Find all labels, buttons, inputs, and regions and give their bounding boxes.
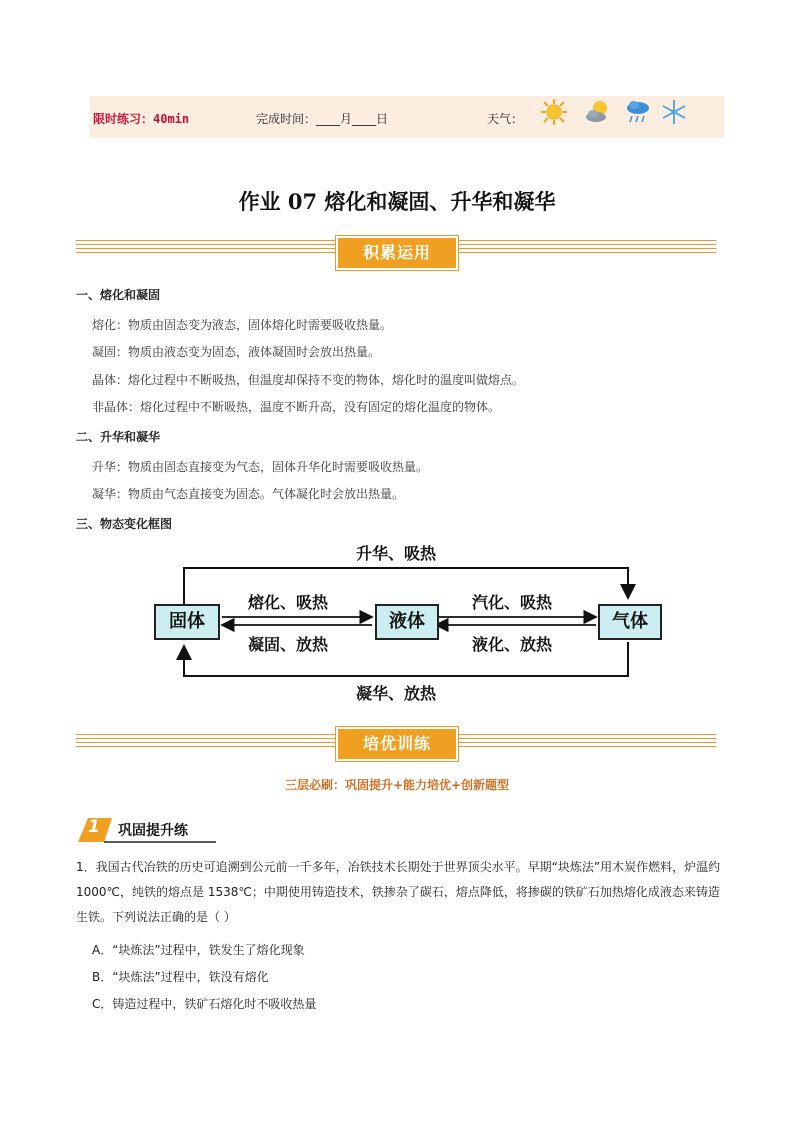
- question-1-option-b[interactable]: B．“块炼法”过程中，铁没有熔化: [92, 970, 269, 984]
- page-title: 作业 07 熔化和凝固、升华和凝华: [238, 189, 556, 214]
- section-heading-melting: 一、熔化和凝固: [76, 288, 161, 302]
- label-deposition: 凝华、放热: [356, 684, 437, 703]
- rain-icon: [624, 98, 652, 126]
- state-solid: 固体: [154, 604, 220, 640]
- practice-subtitle: 三层必刷：巩固提升+能力培优+创新题型: [284, 778, 510, 792]
- banner-advanced-training: 培优训练: [336, 727, 458, 761]
- question-1-option-a[interactable]: A．“块炼法”过程中，铁发生了熔化现象: [92, 943, 305, 957]
- definition-deposition: 凝华：物质由气态直接变为固态。气体凝化时会放出热量。: [92, 487, 405, 501]
- definition-freezing: 凝固：物质由液态变为固态，液体凝固时会放出热量。: [92, 345, 381, 359]
- question-1-option-c[interactable]: C．铸造过程中，铁矿石熔化时不吸收热量: [92, 997, 317, 1011]
- label-liquefy: 液化、放热: [472, 635, 553, 654]
- label-sublimation: 升华、吸热: [356, 544, 437, 563]
- state-liquid: 液体: [375, 604, 439, 640]
- definition-melting: 熔化：物质由固态变为液态，固体熔化时需要吸收热量。: [92, 318, 393, 332]
- completion-time: 完成时间：____月____日: [256, 112, 389, 126]
- definition-amorphous: 非晶体：熔化过程中不断吸热，温度不断升高，没有固定的熔化温度的物体。: [92, 400, 501, 414]
- label-freeze: 凝固、放热: [248, 635, 329, 654]
- definition-sublimation: 升华：物质由固态直接变为气态，固体升华化时需要吸收热量。: [92, 460, 429, 474]
- section-heading-diagram: 三、物态变化框图: [76, 517, 173, 531]
- question-1-stem: 1．我国古代冶铁的历史可追溯到公元前一千多年，冶铁技术长期处于世界顶尖水平。早期“块炼法”用木炭作燃料，炉温约 1000℃，纯铁的熔点是 1538℃；中期使用铸造技术，铁掺杂了碳石，熔点降低，将掺碳的铁矿石加热熔化成液态来铸造生铁。下列说法正确的是（ ）: [76, 860, 721, 924]
- label-melt: 熔化、吸热: [248, 593, 329, 612]
- definition-crystal: 晶体：熔化过程中不断吸热，但温度却保持不变的物体，熔化时的温度叫做熔点。: [92, 373, 525, 387]
- snowflake-icon: [660, 98, 688, 126]
- partly-cloudy-icon: [584, 98, 612, 126]
- time-limit: 限时练习：40min: [93, 112, 190, 126]
- weather-label: 天气：: [487, 112, 524, 126]
- label-vaporize: 汽化、吸热: [472, 593, 553, 612]
- level-label: 巩固提升练: [118, 823, 188, 839]
- state-gas: 气体: [598, 604, 662, 640]
- banner-accumulate: 积累运用: [336, 236, 458, 270]
- level-number: 1: [88, 817, 100, 837]
- sun-icon: [540, 98, 568, 126]
- section-heading-sublimation: 二、升华和凝华: [76, 430, 161, 444]
